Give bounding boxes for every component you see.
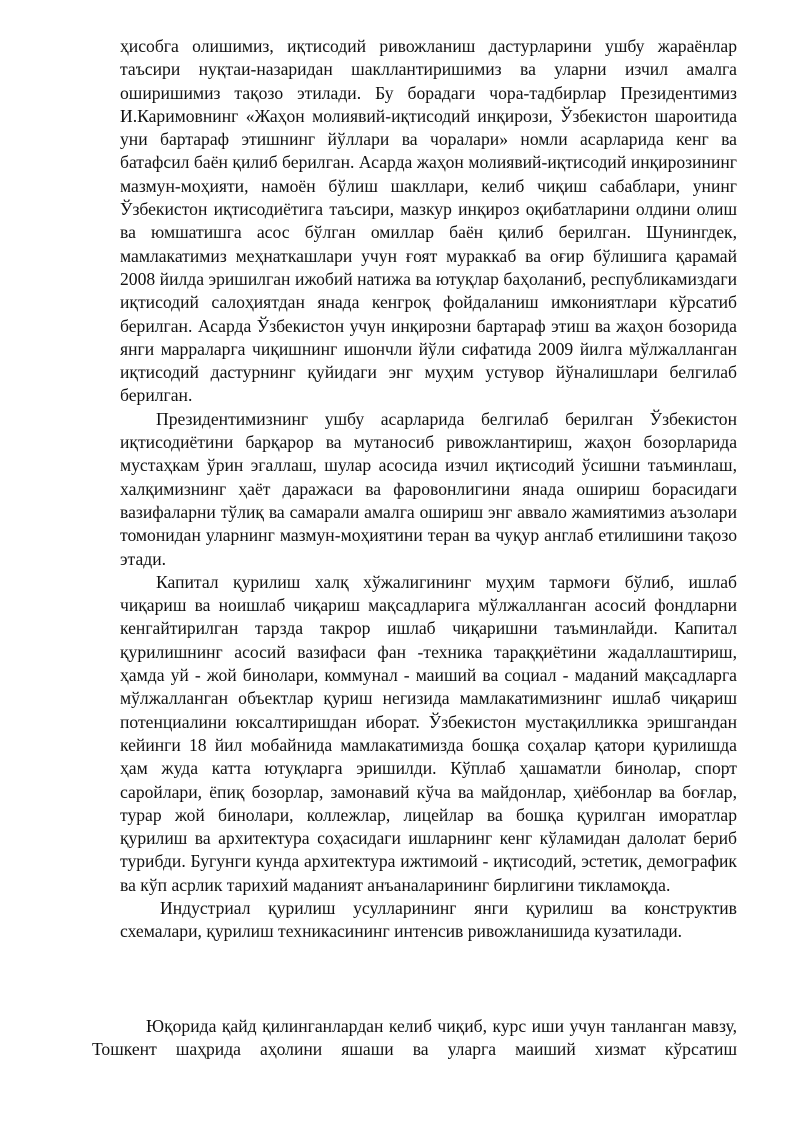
paragraph-president-works: Президентимизнинг ушбу асарларида белгилаб берилган Ўзбекистон иқтисодиётини барқарор ва мутаносиб ривожлантириш, жаҳон бозорларида мустаҳкам ўрин эгаллаш, шулар асосида изчил иқтисодий ўсишни таъминлаш, халқимизнинг ҳаёт даражаси ва фаровонлигини янада ошириш борасидаги вазифаларни тўлиқ ва самарали амалга ошириш энг аввало жамиятимиз аъзолари томонидан уларнинг мазмун-моҳиятини теран ва чуқур англаб етилишини тақозо этади. <box>120 408 737 569</box>
paragraph-capital-construction: Капитал қурилиш халқ хўжалигининг муҳим тармоғи бўлиб, ишлаб чиқариш ва ноишлаб чиқариш мақсадларига мўлжалланган асосий фондларни кенгайтирилган тарзда такрор ишлаб чиқаришни таъминлайди. Капитал қурилишнинг асосий вазифаси фан -техника тараққиётини жадаллаштириш, ҳамда уй - жой бинолари, коммунал - маиший ва социал - маданий мақсадларга мўлжалланган объектлар қуриш негизида мамлакатимизнинг ишлаб чиқариш потенциалини юксалтиришдан иборат. Ўзбекистон мустақилликка эришгандан кейинги 18 йил мобайнида мамлакатимизда бошқа соҳалар қатори қурилишда ҳам жуда катта ютуқларга эришилди. Кўплаб ҳашаматли бинолар, спорт саройлари, ёпиқ бозорлар, замонавий кўча ва майдонлар, ҳиёбонлар ва боғлар, турар жой бинолари, коллежлар, лицейлар ва бошқа қурилган иморатлар қурилиш ва архитектура соҳасидаги ишларнинг кенг кўламидан далолат бериб турибди. Бугунги кунда архитектура ижтимоий - иқтисодий, эстетик, демографик ва кўп асрлик тарихий маданият анъаналарининг бирлигини тикламоқда. <box>120 571 737 895</box>
document-body <box>120 35 737 944</box>
paragraph-industrial-construction: Индустриал қурилиш усулларининг янги қурилиш ва конструктив схемалари, қурилиш техникасининг интенсив ривожланишида кузатилади. <box>120 897 737 942</box>
paragraph-course-topic: Юқорида қайд қилинганлардан келиб чиқиб, курс иши учун танланган мавзу, Тошкент шаҳрида аҳолини яшаши ва уларга маиший хизмат кўрсатиш <box>92 1016 737 1060</box>
paragraph-continuation: ҳисобга олишимиз, иқтисодий ривожланиш дастурларини ушбу жараёнлар таъсири нуқтаи-назаридан шакллантиришимиз ва уларни изчил амалга оширишимиз тақозо этилади. Бу борадаги чора-тадбирлар Президентимиз И.Каримовнинг «Жаҳон молиявий-иқтисодий инқирози, Ўзбекистон шароитида уни бартараф этишнинг йўллари ва чоралари» номли асарларида кенг ва батафсил баён қилиб берилган. Асарда жаҳон молиявий-иқтисодий инқирозининг мазмун-моҳияти, намоён бўлиш шакллари, келиб чиқиш сабаблари, унинг Ўзбекистон иқтисодиётига таъсири, мазкур инқироз оқибатларини олдини олиш ва юмшатишга асос бўлган омиллар баён қилиб берилган. Шунингдек, мамлакатимиз меҳнаткашлари учун ғоят мураккаб ва оғир бўлишига қарамай 2008 йилда эришилган ижобий натижа ва ютуқлар баҳоланиб, республикамиздаги иқтисодий салоҳиятдан янада кенгроқ фойдаланиш имкониятлари кўрсатиб берилган. Асарда Ўзбекистон учун инқирозни бартараф этиш ва жаҳон бозорида янги марраларга чиқишнинг ишончли йўли сифатида 2009 йилга мўлжалланган иқтисодий дастурнинг қуйидаги энг муҳим устувор йўналишлари белгилаб берилган. <box>120 36 737 406</box>
